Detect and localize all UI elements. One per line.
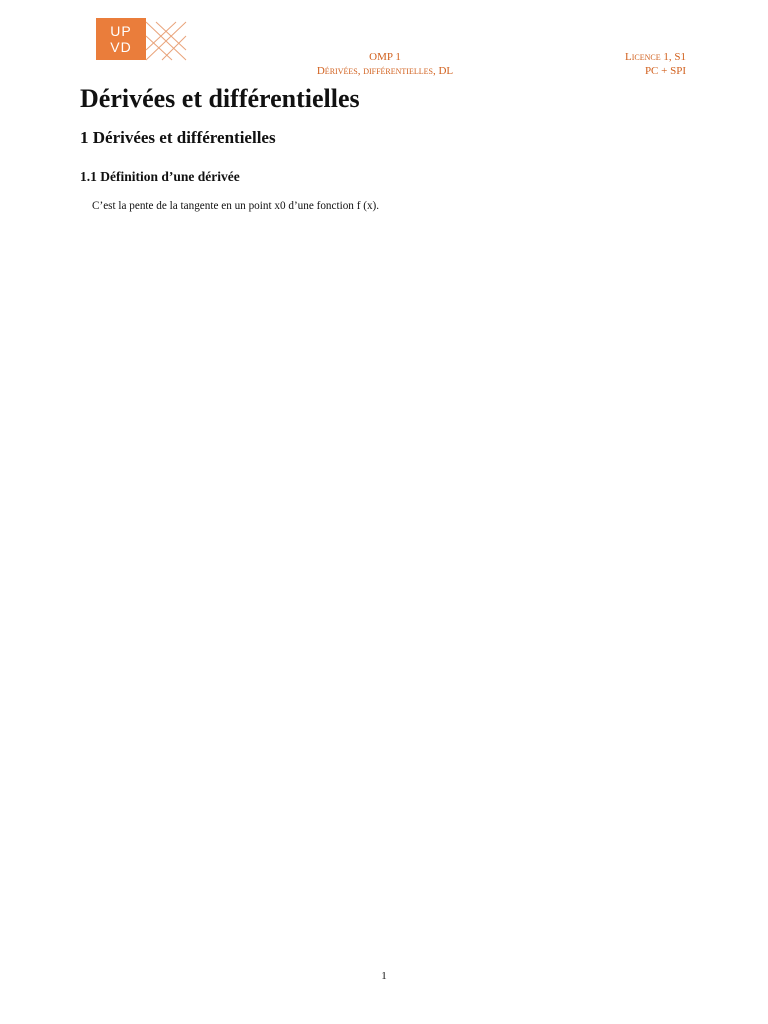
page-number: 1 [381,970,387,982]
subsection-1-1-heading: 1.1 Définition d’une dérivée [80,168,240,184]
university-logo [96,18,190,64]
header-course: OMP 1 [369,51,401,63]
page-title: Dérivées et différentielles [80,84,360,113]
header-level: Licence 1, S1 [625,51,686,63]
document-content [80,126,380,223]
logo-badge [96,18,146,60]
header-track: PC + SPI [644,65,686,78]
header-topic: Dérivées, différentielles, DL [316,65,454,78]
logo-line-1: UP [110,22,132,39]
logo-mesh-graphic [142,18,190,64]
logo-line-2: VD [110,39,132,55]
section-1-heading: 1 Dérivées et différentielles [80,128,276,147]
tangent-text: C’est la pente de la tangente en un point x0 d’une fonction f (x). [92,200,380,213]
